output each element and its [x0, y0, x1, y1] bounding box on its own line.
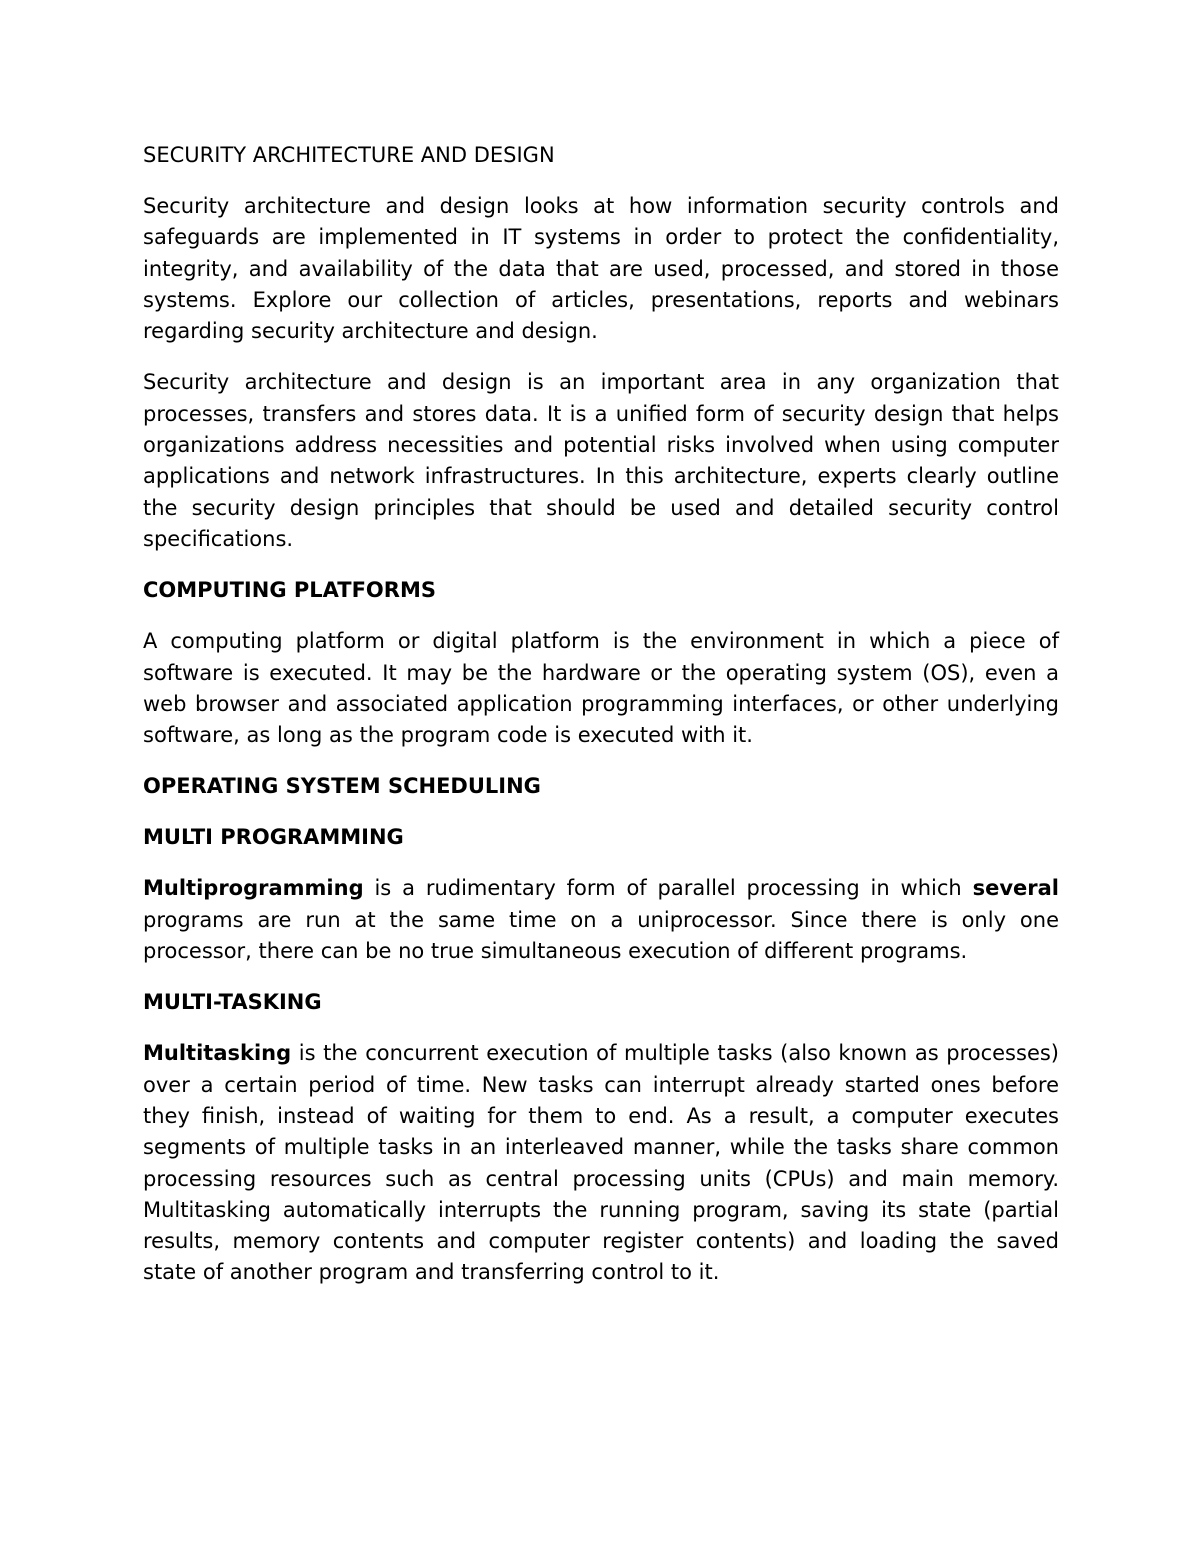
multitasking-term: Multitasking [143, 1041, 292, 1066]
intro-paragraph-2: Security architecture and design is an important area in any organization that processes, transfers and stores data. It is a unified form of security design that helps organizations address necessities and potential risks involved when using computer applications and network infrastructures. In this architecture, experts clearly outline the security design principles that should be used and detailed security control specifications. [143, 370, 1059, 551]
computing-platforms-heading: COMPUTING PLATFORMS [143, 578, 436, 603]
multiprogramming-text-2: programs are run at the same time on a uniprocessor. Since there is only one processor, there can be no true simultaneous execution of different programs. [143, 907, 1059, 964]
multiprogramming-text-1: is a rudimentary form of parallel processing in which [363, 876, 973, 901]
multi-tasking-heading: MULTI-TASKING [143, 990, 322, 1015]
document-page [143, 140, 1059, 1309]
multi-programming-heading: MULTI PROGRAMMING [143, 825, 404, 850]
intro-paragraph-1: Security architecture and design looks at how information security controls and safeguards are implemented in IT systems in order to protect the confidentiality, integrity, and availability of the data that are used, processed, and stored in those systems. Explore our collection of articles, presentations, reports and webinars regarding security architecture and design. [143, 194, 1059, 344]
several-emphasis: several [972, 876, 1059, 901]
multi-programming-paragraph [143, 873, 1059, 967]
multi-tasking-paragraph [143, 1038, 1059, 1288]
multiprogramming-term: Multiprogramming [143, 876, 364, 901]
document-title: SECURITY ARCHITECTURE AND DESIGN [143, 143, 555, 167]
os-scheduling-heading: OPERATING SYSTEM SCHEDULING [143, 774, 541, 799]
computing-platforms-paragraph: A computing platform or digital platform is the environment in which a piece of software is executed. It may be the hardware or the operating system (OS), even a web browser and associated application programming interfaces, or other underlying software, as long as the program code is executed with it. [143, 629, 1059, 748]
multitasking-text: is the concurrent execution of multiple tasks (also known as processes) over a certain period of time. New tasks can interrupt already started ones before they finish, instead of waiting for them to end. As a result, a computer executes segments of multiple tasks in an interleaved manner, while the tasks share common processing resources such as central processing units (CPUs) and main memory. Multitasking automatically interrupts the running program, saving its state (partial results, memory contents and computer register contents) and loading the saved state of another program and transferring control to it. [143, 1041, 1059, 1285]
